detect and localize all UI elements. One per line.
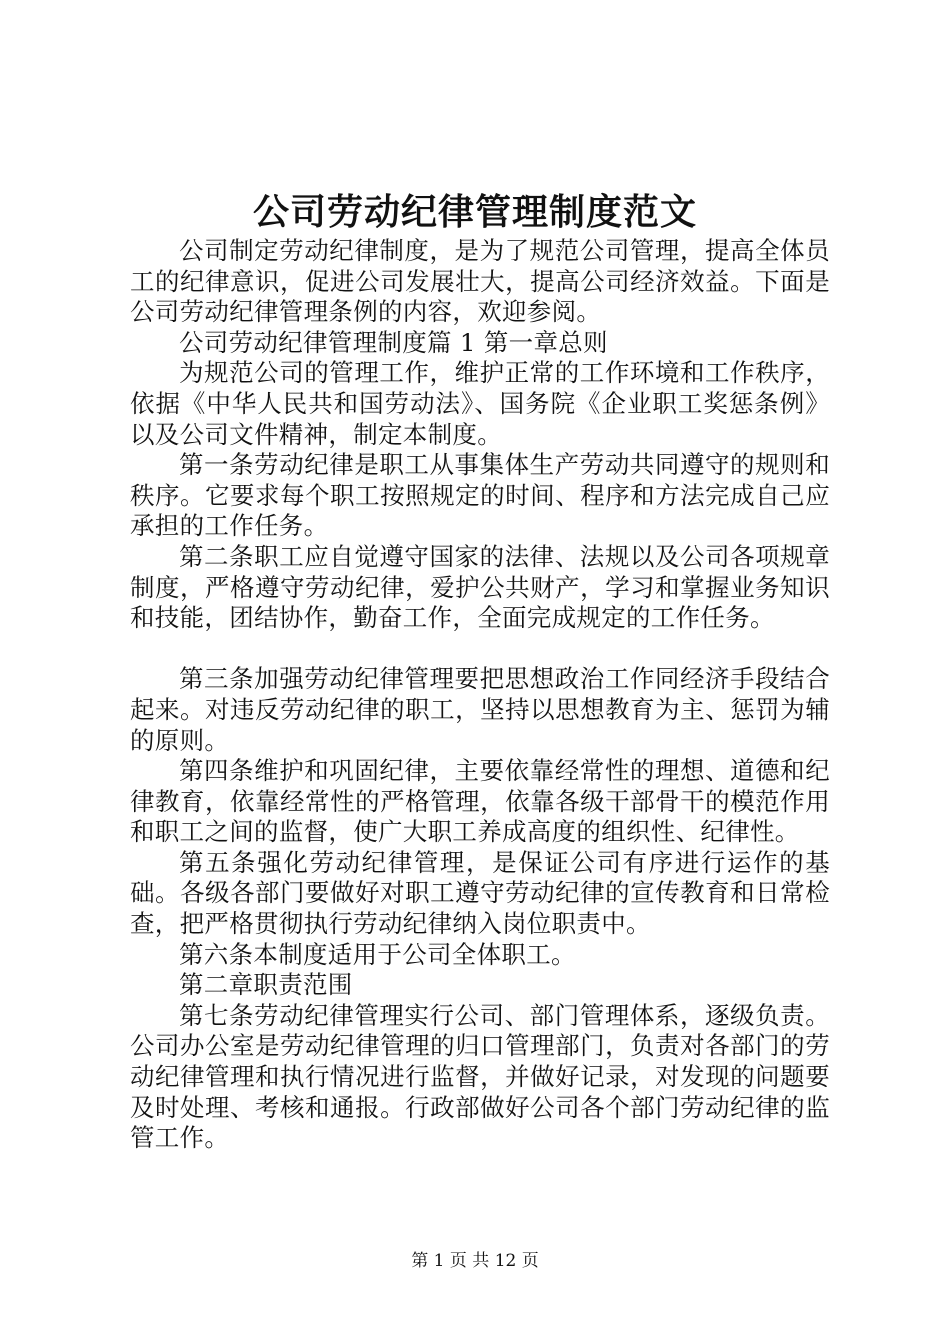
document-body (130, 236, 830, 1154)
paragraph-article-2: 第二条职工应自觉遵守国家的法律、法规以及公司各项规章制度，严格遵守劳动纪律，爱护公共财产，学习和掌握业务知识和技能，团结协作，勤奋工作，全面完成规定的工作任务。 (130, 541, 830, 633)
paragraph-purpose: 为规范公司的管理工作，维护正常的工作环境和工作秩序，依据《中华人民共和国劳动法》、国务院《企业职工奖惩条例》以及公司文件精神，制定本制度。 (130, 358, 830, 449)
paragraph-article-7: 第七条劳动纪律管理实行公司、部门管理体系，逐级负责。公司办公室是劳动纪律管理的归口管理部门，负责对各部门的劳动纪律管理和执行情况进行监督，并做好记录，对发现的问题要及时处理、考核和通报。行政部做好公司各个部门劳动纪律的监管工作。 (130, 1000, 830, 1153)
paragraph-article-1: 第一条劳动纪律是职工从事集体生产劳动共同遵守的规则和秩序。它要求每个职工按照规定的时间、程序和方法完成自己应承担的工作任务。 (130, 450, 830, 541)
paragraph-chapter-2-heading: 第二章职责范围 (179, 970, 353, 1000)
document-title: 公司劳动纪律管理制度范文 (252, 191, 697, 233)
paragraph-article-3: 第三条加强劳动纪律管理要把思想政治工作同经济手段结合起来。对违反劳动纪律的职工，坚持以思想教育为主、惩罚为辅的原则。 (130, 664, 830, 755)
paragraph-article-6: 第六条本制度适用于公司全体职工。 (179, 939, 576, 969)
paragraph-article-5: 第五条强化劳动纪律管理，是保证公司有序进行运作的基础。各级各部门要做好对职工遵守劳动纪律的宣传教育和日常检查，把严格贯彻执行劳动纪律纳入岗位职责中。 (130, 847, 830, 939)
paragraph-intro: 公司制定劳动纪律制度，是为了规范公司管理，提高全体员工的纪律意识，促进公司发展壮大，提高公司经济效益。下面是公司劳动纪律管理条例的内容，欢迎参阅。 (130, 236, 830, 327)
paragraph-article-4: 第四条维护和巩固纪律，主要依靠经常性的理想、道德和纪律教育，依靠经常性的严格管理，依靠各级干部骨干的模范作用和职工之间的监督，使广大职工养成高度的组织性、纪律性。 (130, 756, 830, 847)
page-footer: 第 1 页 共 12 页 (411, 1251, 539, 1271)
paragraph-chapter-heading: 公司劳动纪律管理制度篇 1 第一章总则 (179, 327, 608, 357)
